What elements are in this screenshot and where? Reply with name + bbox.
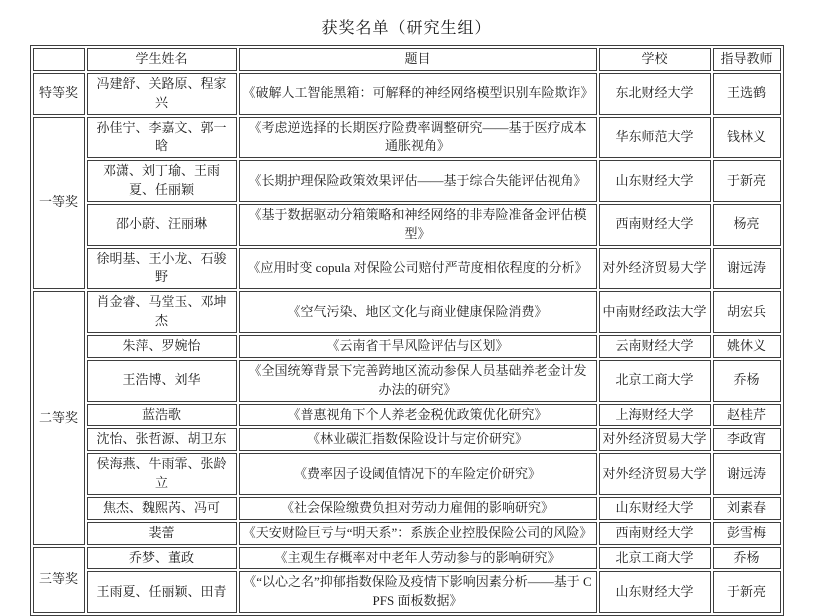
students-cell: 冯建舒、关路原、程家兴 <box>87 73 237 115</box>
students-cell: 邵小蔚、汪丽琳 <box>87 204 237 246</box>
award-level-cell: 二等奖 <box>33 291 85 544</box>
paper-title-cell: 《普惠视角下个人养老金税优政策优化研究》 <box>239 404 597 427</box>
school-cell: 山东财经大学 <box>599 571 711 613</box>
school-cell: 云南财经大学 <box>599 335 711 358</box>
table-row <box>33 453 781 495</box>
school-cell: 西南财经大学 <box>599 522 711 545</box>
advisor-cell: 胡宏兵 <box>713 291 781 333</box>
table-row <box>33 522 781 545</box>
header-students: 学生姓名 <box>87 48 237 71</box>
advisor-cell: 李政宵 <box>713 428 781 451</box>
school-cell: 中南财经政法大学 <box>599 291 711 333</box>
advisor-cell: 谢远涛 <box>713 453 781 495</box>
advisor-cell: 姚休义 <box>713 335 781 358</box>
page-title: 获奖名单（研究生组） <box>321 20 492 37</box>
school-cell: 上海财经大学 <box>599 404 711 427</box>
school-cell: 山东财经大学 <box>599 160 711 202</box>
students-cell: 王浩博、刘华 <box>87 360 237 402</box>
paper-title-cell: 《主观生存概率对中老年人劳动参与的影响研究》 <box>239 547 597 570</box>
advisor-cell: 王选鹤 <box>713 73 781 115</box>
table-row <box>33 571 781 613</box>
students-cell: 侯海燕、牛雨霏、张龄立 <box>87 453 237 495</box>
school-cell: 对外经济贸易大学 <box>599 428 711 451</box>
header-title: 题目 <box>239 48 597 71</box>
advisor-cell: 赵桂芹 <box>713 404 781 427</box>
table-row <box>33 291 781 333</box>
school-cell: 华东师范大学 <box>599 117 711 159</box>
table-row <box>33 360 781 402</box>
table-row <box>33 117 781 159</box>
awards-table <box>30 45 784 616</box>
advisor-cell: 谢远涛 <box>713 248 781 290</box>
advisor-cell: 于新亮 <box>713 571 781 613</box>
students-cell: 邓潇、刘丁瑜、王雨夏、任丽颖 <box>87 160 237 202</box>
students-cell: 肖金睿、马堂玉、邓坤杰 <box>87 291 237 333</box>
paper-title-cell: 《费率因子设阈值情况下的车险定价研究》 <box>239 453 597 495</box>
school-cell: 对外经济贸易大学 <box>599 248 711 290</box>
school-cell: 西南财经大学 <box>599 204 711 246</box>
students-cell: 王雨夏、任丽颖、田青 <box>87 571 237 613</box>
award-level-cell: 特等奖 <box>33 73 85 115</box>
school-cell: 北京工商大学 <box>599 360 711 402</box>
table-row <box>33 335 781 358</box>
students-cell: 沈怡、张哲源、胡卫东 <box>87 428 237 451</box>
table-row <box>33 248 781 290</box>
paper-title-cell: 《林业碳汇指数保险设计与定价研究》 <box>239 428 597 451</box>
table-row <box>33 73 781 115</box>
school-cell: 东北财经大学 <box>599 73 711 115</box>
award-level-cell: 一等奖 <box>33 117 85 290</box>
table-row <box>33 404 781 427</box>
document-page <box>0 15 813 609</box>
awards-table-body <box>33 73 781 613</box>
paper-title-cell: 《空气污染、地区文化与商业健康保险消费》 <box>239 291 597 333</box>
paper-title-cell: 《天安财险巨亏与“明天系”：系族企业控股保险公司的风险》 <box>239 522 597 545</box>
students-cell: 裴蕾 <box>87 522 237 545</box>
students-cell: 蓝浩歌 <box>87 404 237 427</box>
advisor-cell: 钱林义 <box>713 117 781 159</box>
paper-title-cell: 《破解人工智能黑箱：可解释的神经网络模型识别车险欺诈》 <box>239 73 597 115</box>
header-award <box>33 48 85 71</box>
students-cell: 朱萍、罗婉怡 <box>87 335 237 358</box>
school-cell: 山东财经大学 <box>599 497 711 520</box>
advisor-cell: 于新亮 <box>713 160 781 202</box>
paper-title-cell: 《“以心之名”抑郁指数保险及疫情下影响因素分析——基于 CPFS 面板数据》 <box>239 571 597 613</box>
paper-title-cell: 《应用时变 copula 对保险公司赔付严苛度相依程度的分析》 <box>239 248 597 290</box>
table-row <box>33 428 781 451</box>
students-cell: 孙佳宁、李嘉文、郭一晗 <box>87 117 237 159</box>
table-row <box>33 497 781 520</box>
advisor-cell: 乔杨 <box>713 547 781 570</box>
paper-title-cell: 《社会保险缴费负担对劳动力雇佣的影响研究》 <box>239 497 597 520</box>
students-cell: 乔梦、董政 <box>87 547 237 570</box>
table-header-row <box>33 48 781 71</box>
students-cell: 焦杰、魏熙芮、冯可 <box>87 497 237 520</box>
award-level-cell: 三等奖 <box>33 547 85 614</box>
paper-title-cell: 《云南省干旱风险评估与区划》 <box>239 335 597 358</box>
students-cell: 徐明基、王小龙、石骏野 <box>87 248 237 290</box>
advisor-cell: 彭雪梅 <box>713 522 781 545</box>
advisor-cell: 刘素春 <box>713 497 781 520</box>
school-cell: 对外经济贸易大学 <box>599 453 711 495</box>
paper-title-cell: 《长期护理保险政策效果评估——基于综合失能评估视角》 <box>239 160 597 202</box>
table-row <box>33 204 781 246</box>
header-advisor: 指导教师 <box>713 48 781 71</box>
advisor-cell: 杨亮 <box>713 204 781 246</box>
table-row <box>33 160 781 202</box>
paper-title-cell: 《全国统筹背景下完善跨地区流动参保人员基础养老金计发办法的研究》 <box>239 360 597 402</box>
school-cell: 北京工商大学 <box>599 547 711 570</box>
paper-title-cell: 《考虑逆选择的长期医疗险费率调整研究——基于医疗成本通胀视角》 <box>239 117 597 159</box>
advisor-cell: 乔杨 <box>713 360 781 402</box>
paper-title-cell: 《基于数据驱动分箱策略和神经网络的非寿险准备金评估模型》 <box>239 204 597 246</box>
table-row <box>33 547 781 570</box>
header-school: 学校 <box>599 48 711 71</box>
